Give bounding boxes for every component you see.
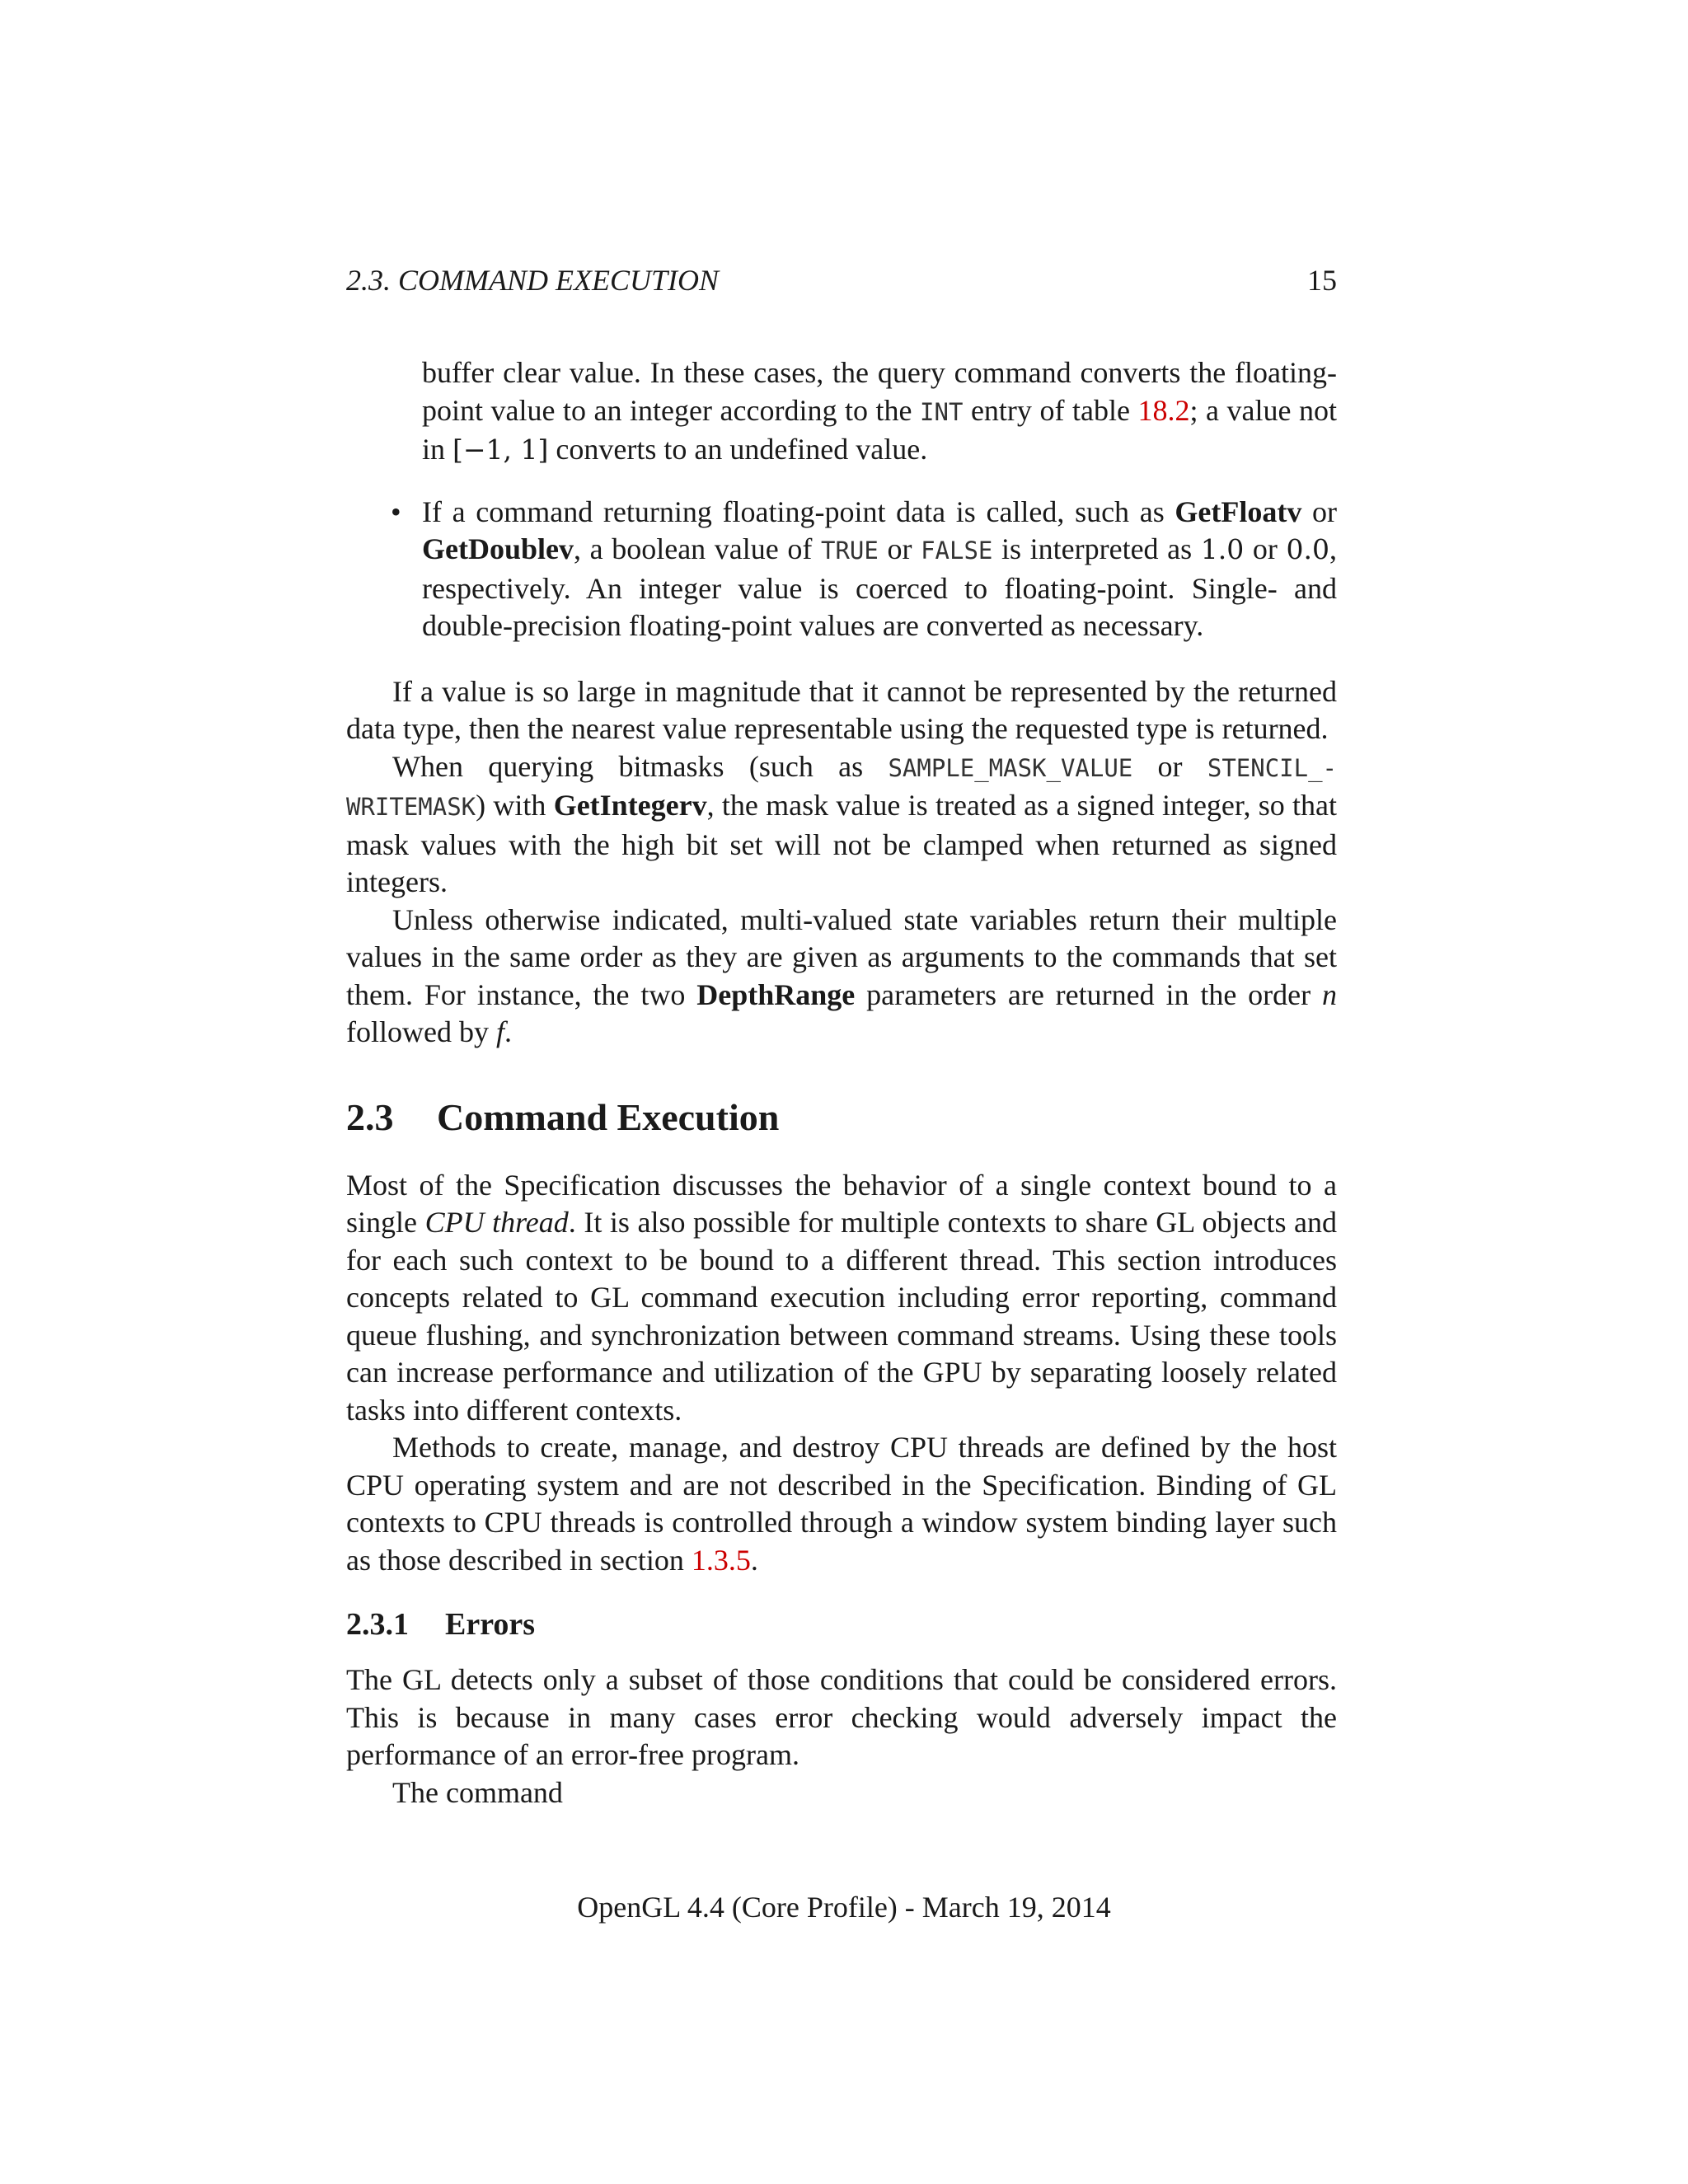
paragraph: The GL detects only a subset of those conditions that could be considered errors. This is because in many cases error checking would adversely impact the performance of an error-free program.: [346, 1663, 1337, 1771]
paragraph: [346, 902, 1337, 1052]
text-run: ) with: [476, 789, 554, 822]
int-token: INT: [920, 397, 964, 426]
text-run: .: [504, 1015, 512, 1048]
text-run: or: [1301, 494, 1337, 528]
list-item: [391, 494, 1337, 645]
paragraph: If a value is so large in magnitude that it cannot be represented by the returned data type, then the nearest value representable using the requested type is returned.: [346, 674, 1337, 745]
text-run: , respectively. An integer value is coerced to floating-point. Single- and double-precision floating-point values are converted as necessary.: [422, 532, 1337, 642]
subsection-heading: [346, 1604, 1337, 1645]
false-token: FALSE: [921, 537, 993, 565]
section-heading: [346, 1093, 1337, 1142]
page-body: [346, 354, 1337, 1811]
text-run: ; a value not in: [422, 393, 1337, 466]
text-run: Most of the Specification discusses the behavior of a single context bound to a single: [346, 1168, 1337, 1239]
spacer: [346, 645, 1337, 673]
paragraph: The command: [392, 1775, 563, 1809]
command-name: GetIntegerv: [553, 789, 707, 822]
subsection-number: 2.3.1: [346, 1607, 409, 1642]
bullet-list: [346, 494, 1337, 645]
page-header: [346, 262, 1337, 298]
text-run: When querying bitmasks (such as: [392, 749, 889, 783]
command-name: GetDoublev: [422, 532, 574, 565]
text-run: entry of table: [963, 393, 1138, 427]
paragraph: [346, 1429, 1337, 1579]
text-run: or: [1244, 532, 1287, 565]
constant-token: SAMPLE_MASK_VALUE: [888, 753, 1133, 782]
math-variable: f: [495, 1015, 504, 1048]
text-run: is interpreted as: [992, 532, 1201, 565]
text-run: , the mask value is treated as a signed integer, so that mask values with the high bit set will not be clamped when returned as signed integers.: [346, 789, 1337, 898]
bullet-icon: •: [391, 494, 401, 528]
text-run: or: [878, 532, 921, 565]
math-value: 1.0: [1200, 533, 1245, 565]
list-item-continuation: [346, 354, 1337, 469]
math-variable: n: [1322, 977, 1337, 1011]
true-token: TRUE: [821, 537, 879, 565]
section-link[interactable]: 1.3.5: [691, 1543, 751, 1577]
emphasis: CPU thread: [424, 1206, 569, 1239]
text-run: followed by: [346, 1015, 496, 1048]
section-number: 2.3: [346, 1095, 394, 1138]
subsection-title: Errors: [445, 1607, 536, 1642]
page-footer: OpenGL 4.4 (Core Profile) - March 19, 2014: [577, 1891, 1111, 1924]
constant-token: STENCIL_-WRITEMASK: [346, 753, 1337, 821]
page-number: 15: [1307, 264, 1337, 297]
text-run: If a command returning floating-point data is called, such as: [422, 494, 1175, 528]
command-name: GetFloatv: [1175, 494, 1302, 528]
paragraph: [346, 748, 1337, 902]
text-run: . It is also possible for multiple contexts to share GL objects and for each such context to be bound to a different thread. This section introduces concepts related to GL command execution including error reporting, command queue flushing, and synchronization between command streams. Using these tools can increase performance and utilization of the GPU by separating loosely related tasks into different contexts.: [346, 1206, 1337, 1427]
text-run: or: [1132, 749, 1207, 783]
text-run: Methods to create, manage, and destroy CPU threads are defined by the host CPU operating system and are not described in the Specification. Binding of GL contexts to CPU threads is controlled through a window system binding layer such as those described in section: [346, 1431, 1337, 1577]
paragraph: [346, 1167, 1337, 1430]
running-title: 2.3. COMMAND EXECUTION: [346, 264, 719, 297]
text-run: buffer clear value. In these cases, the query command converts the floating-point value to an integer according to the: [422, 356, 1337, 427]
section-title: Command Execution: [437, 1095, 780, 1138]
table-link[interactable]: 18.2: [1137, 393, 1190, 427]
text-run: Unless otherwise indicated, multi-valued state variables return their multiple values in the same order as they are given as arguments to the commands that set them. For instance, the two: [346, 902, 1337, 1011]
text-run: , a boolean value of: [574, 532, 821, 565]
text-run: .: [750, 1543, 758, 1577]
text-run: converts to an undefined value.: [548, 433, 928, 466]
math-value: 0.0: [1286, 533, 1329, 565]
math-interval: [−1, 1]: [452, 434, 549, 466]
text-run: parameters are returned in the order: [855, 977, 1322, 1011]
command-name: DepthRange: [696, 977, 856, 1011]
